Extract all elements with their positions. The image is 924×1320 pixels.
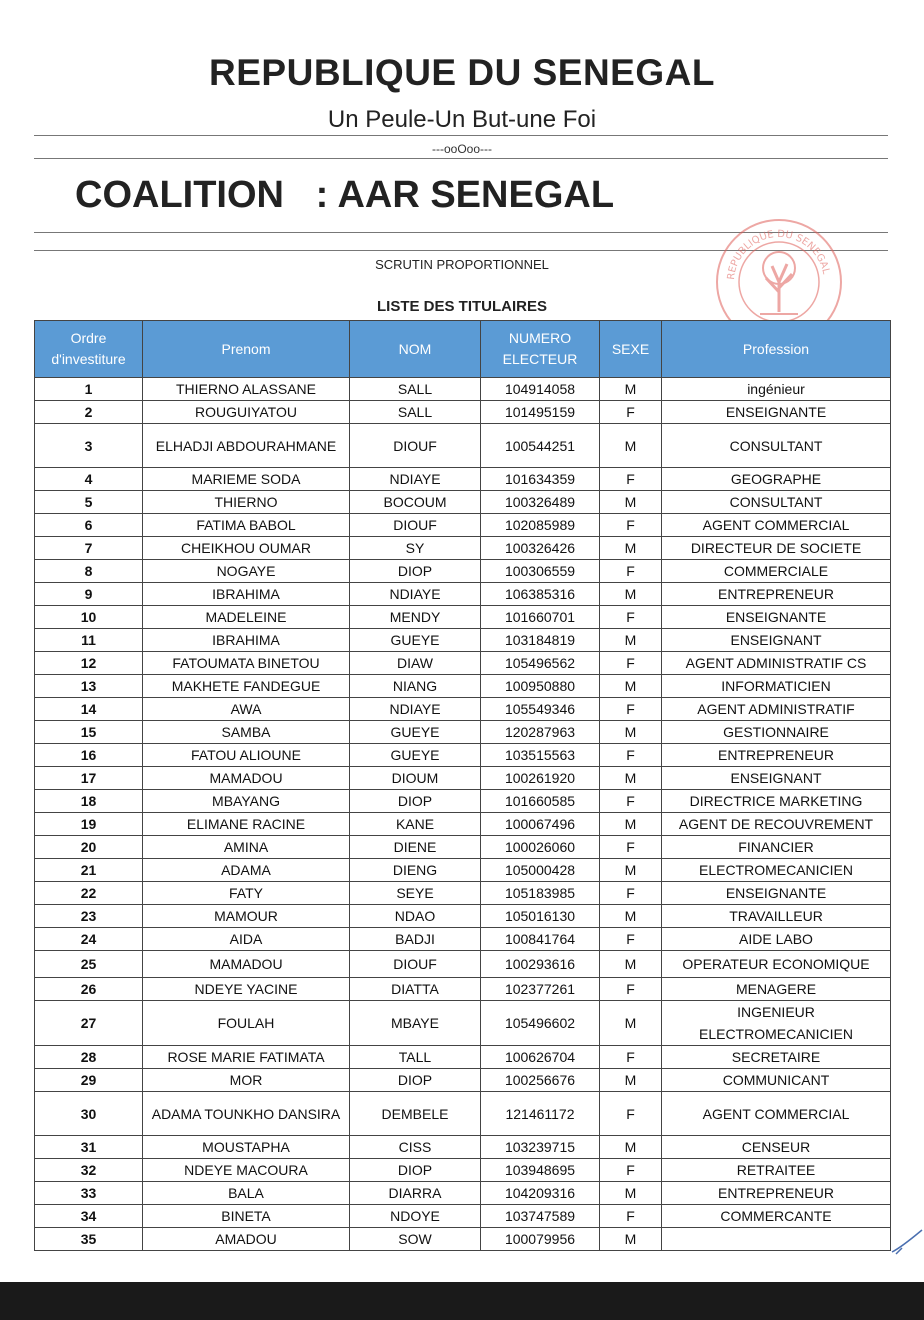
- cell-nom: BADJI: [350, 928, 481, 951]
- cell-profession: CONSULTANT: [662, 424, 891, 468]
- cell-numero: 105496562: [481, 652, 600, 675]
- cell-profession: ENTREPRENEUR: [662, 744, 891, 767]
- cell-numero: 105183985: [481, 882, 600, 905]
- table-row: [35, 629, 891, 652]
- cell-ordre: 22: [35, 882, 143, 905]
- table-header-row: [35, 321, 891, 378]
- cell-ordre: 1: [35, 378, 143, 401]
- cell-prenom: ELIMANE RACINE: [143, 813, 350, 836]
- cell-profession: ENSEIGNANTE: [662, 606, 891, 629]
- cell-prenom: NOGAYE: [143, 560, 350, 583]
- signature-mark-icon: [888, 1218, 924, 1258]
- cell-sexe: M: [600, 583, 662, 606]
- cell-numero: 101634359: [481, 468, 600, 491]
- table-row: [35, 424, 891, 468]
- cell-sexe: F: [600, 790, 662, 813]
- cell-nom: SY: [350, 537, 481, 560]
- cell-nom: DEMBELE: [350, 1092, 481, 1136]
- table-row: [35, 1001, 891, 1046]
- cell-ordre: 21: [35, 859, 143, 882]
- cell-sexe: F: [600, 698, 662, 721]
- cell-ordre: 31: [35, 1136, 143, 1159]
- table-row: [35, 978, 891, 1001]
- cell-sexe: M: [600, 1136, 662, 1159]
- cell-numero: 105016130: [481, 905, 600, 928]
- cell-nom: DIOP: [350, 1069, 481, 1092]
- cell-numero: 100544251: [481, 424, 600, 468]
- cell-ordre: 2: [35, 401, 143, 424]
- cell-numero: 100326489: [481, 491, 600, 514]
- cell-numero: 102085989: [481, 514, 600, 537]
- cell-nom: DIENE: [350, 836, 481, 859]
- cell-numero: 120287963: [481, 721, 600, 744]
- cell-ordre: 25: [35, 951, 143, 978]
- table-row: [35, 767, 891, 790]
- column-header-nom: NOM: [350, 321, 481, 378]
- cell-sexe: M: [600, 424, 662, 468]
- cell-prenom: MAMOUR: [143, 905, 350, 928]
- cell-sexe: F: [600, 744, 662, 767]
- cell-prenom: AMINA: [143, 836, 350, 859]
- cell-ordre: 18: [35, 790, 143, 813]
- table-row: [35, 537, 891, 560]
- cell-nom: NDIAYE: [350, 468, 481, 491]
- table-row: [35, 813, 891, 836]
- cell-prenom: MOR: [143, 1069, 350, 1092]
- cell-prenom: FATOU ALIOUNE: [143, 744, 350, 767]
- cell-numero: 101660701: [481, 606, 600, 629]
- column-header-ordre: Ordre d'investiture: [35, 321, 143, 378]
- cell-sexe: M: [600, 675, 662, 698]
- table-row: [35, 514, 891, 537]
- stamp-label: REPUBLIQUE DU SENEGAL: [725, 228, 832, 281]
- cell-sexe: F: [600, 882, 662, 905]
- cell-ordre: 28: [35, 1046, 143, 1069]
- cell-nom: MENDY: [350, 606, 481, 629]
- cell-numero: 105496602: [481, 1001, 600, 1046]
- cell-nom: GUEYE: [350, 721, 481, 744]
- cell-nom: DIAW: [350, 652, 481, 675]
- cell-nom: GUEYE: [350, 629, 481, 652]
- cell-sexe: F: [600, 928, 662, 951]
- table-row: [35, 698, 891, 721]
- cell-nom: TALL: [350, 1046, 481, 1069]
- cell-profession: OPERATEUR ECONOMIQUE: [662, 951, 891, 978]
- cell-profession: INFORMATICIEN: [662, 675, 891, 698]
- cell-nom: GUEYE: [350, 744, 481, 767]
- cell-nom: NDIAYE: [350, 583, 481, 606]
- cell-ordre: 26: [35, 978, 143, 1001]
- cell-prenom: THIERNO ALASSANE: [143, 378, 350, 401]
- cell-sexe: F: [600, 560, 662, 583]
- cell-nom: DIARRA: [350, 1182, 481, 1205]
- cell-prenom: MOUSTAPHA: [143, 1136, 350, 1159]
- cell-ordre: 3: [35, 424, 143, 468]
- cell-profession: [662, 1228, 891, 1251]
- cell-numero: 100626704: [481, 1046, 600, 1069]
- cell-prenom: ROUGUIYATOU: [143, 401, 350, 424]
- cell-sexe: F: [600, 606, 662, 629]
- cell-sexe: F: [600, 1092, 662, 1136]
- cell-numero: 103948695: [481, 1159, 600, 1182]
- cell-numero: 100950880: [481, 675, 600, 698]
- cell-prenom: FATOUMATA BINETOU: [143, 652, 350, 675]
- cell-sexe: M: [600, 629, 662, 652]
- cell-ordre: 19: [35, 813, 143, 836]
- cell-ordre: 32: [35, 1159, 143, 1182]
- cell-profession: COMMUNICANT: [662, 1069, 891, 1092]
- cell-profession: AGENT ADMINISTRATIF: [662, 698, 891, 721]
- cell-prenom: MBAYANG: [143, 790, 350, 813]
- cell-prenom: ELHADJI ABDOURAHMANE: [143, 424, 350, 468]
- cell-sexe: M: [600, 378, 662, 401]
- cell-numero: 104914058: [481, 378, 600, 401]
- cell-profession: AGENT ADMINISTRATIF CS: [662, 652, 891, 675]
- table-row: [35, 1182, 891, 1205]
- cell-sexe: F: [600, 652, 662, 675]
- table-row: [35, 1228, 891, 1251]
- cell-profession: ENSEIGNANT: [662, 629, 891, 652]
- cell-nom: NIANG: [350, 675, 481, 698]
- column-header-numero: NUMERO ELECTEUR: [481, 321, 600, 378]
- cell-ordre: 7: [35, 537, 143, 560]
- cell-nom: MBAYE: [350, 1001, 481, 1046]
- cell-prenom: MAMADOU: [143, 951, 350, 978]
- cell-profession: AGENT DE RECOUVREMENT: [662, 813, 891, 836]
- cell-profession: MENAGERE: [662, 978, 891, 1001]
- table-row: [35, 721, 891, 744]
- table-row: [35, 468, 891, 491]
- cell-nom: NDAO: [350, 905, 481, 928]
- cell-ordre: 15: [35, 721, 143, 744]
- cell-nom: NDOYE: [350, 1205, 481, 1228]
- divider-line: [34, 135, 888, 136]
- table-row: [35, 1046, 891, 1069]
- cell-numero: 103184819: [481, 629, 600, 652]
- cell-nom: DIOP: [350, 1159, 481, 1182]
- cell-prenom: CHEIKHOU OUMAR: [143, 537, 350, 560]
- cell-numero: 100256676: [481, 1069, 600, 1092]
- cell-sexe: F: [600, 1046, 662, 1069]
- cell-numero: 101495159: [481, 401, 600, 424]
- national-motto: Un Peule-Un But-une Foi: [327, 106, 597, 133]
- cell-ordre: 9: [35, 583, 143, 606]
- coalition-name: COALITION : AAR SENEGAL: [75, 174, 615, 216]
- table-row: [35, 859, 891, 882]
- table-row: [35, 882, 891, 905]
- cell-nom: DIOUF: [350, 424, 481, 468]
- country-title: REPUBLIQUE DU SENEGAL: [209, 52, 715, 93]
- table-row: [35, 836, 891, 859]
- cell-numero: 103747589: [481, 1205, 600, 1228]
- table-row: [35, 583, 891, 606]
- ornament-separator: ---ooOoo---: [431, 142, 492, 156]
- cell-sexe: F: [600, 468, 662, 491]
- cell-ordre: 20: [35, 836, 143, 859]
- cell-prenom: AIDA: [143, 928, 350, 951]
- cell-sexe: M: [600, 767, 662, 790]
- table-row: [35, 744, 891, 767]
- cell-prenom: BINETA: [143, 1205, 350, 1228]
- column-header-profession: Profession: [662, 321, 891, 378]
- cell-profession: GESTIONNAIRE: [662, 721, 891, 744]
- cell-nom: SOW: [350, 1228, 481, 1251]
- cell-prenom: THIERNO: [143, 491, 350, 514]
- cell-prenom: NDEYE YACINE: [143, 978, 350, 1001]
- table-row: [35, 951, 891, 978]
- cell-ordre: 29: [35, 1069, 143, 1092]
- cell-prenom: FOULAH: [143, 1001, 350, 1046]
- table-row: [35, 1136, 891, 1159]
- cell-nom: DIOUF: [350, 514, 481, 537]
- cell-numero: 103239715: [481, 1136, 600, 1159]
- cell-profession: FINANCIER: [662, 836, 891, 859]
- cell-numero: 100067496: [481, 813, 600, 836]
- cell-prenom: FATIMA BABOL: [143, 514, 350, 537]
- cell-profession: ENTREPRENEUR: [662, 1182, 891, 1205]
- cell-profession: DIRECTEUR DE SOCIETE: [662, 537, 891, 560]
- cell-prenom: ADAMA: [143, 859, 350, 882]
- cell-prenom: ROSE MARIE FATIMATA: [143, 1046, 350, 1069]
- cell-profession: SECRETAIRE: [662, 1046, 891, 1069]
- cell-prenom: MADELEINE: [143, 606, 350, 629]
- column-header-sexe: SEXE: [600, 321, 662, 378]
- cell-numero: 104209316: [481, 1182, 600, 1205]
- cell-ordre: 27: [35, 1001, 143, 1046]
- divider-line: [34, 158, 888, 159]
- cell-prenom: ADAMA TOUNKHO DANSIRA: [143, 1092, 350, 1136]
- cell-sexe: M: [600, 1182, 662, 1205]
- cell-ordre: 14: [35, 698, 143, 721]
- cell-profession: GEOGRAPHE: [662, 468, 891, 491]
- cell-sexe: M: [600, 537, 662, 560]
- cell-profession: AIDE LABO: [662, 928, 891, 951]
- cell-ordre: 13: [35, 675, 143, 698]
- cell-numero: 101660585: [481, 790, 600, 813]
- cell-nom: DIATTA: [350, 978, 481, 1001]
- cell-ordre: 30: [35, 1092, 143, 1136]
- cell-profession: ingénieur: [662, 378, 891, 401]
- cell-profession: ENSEIGNANTE: [662, 401, 891, 424]
- table-row: [35, 675, 891, 698]
- cell-prenom: MAMADOU: [143, 767, 350, 790]
- cell-prenom: IBRAHIMA: [143, 583, 350, 606]
- cell-numero: 106385316: [481, 583, 600, 606]
- cell-prenom: AWA: [143, 698, 350, 721]
- cell-numero: 100306559: [481, 560, 600, 583]
- cell-nom: NDIAYE: [350, 698, 481, 721]
- cell-prenom: NDEYE MACOURA: [143, 1159, 350, 1182]
- cell-numero: 100026060: [481, 836, 600, 859]
- cell-ordre: 8: [35, 560, 143, 583]
- cell-profession: COMMERCIALE: [662, 560, 891, 583]
- cell-profession: CENSEUR: [662, 1136, 891, 1159]
- cell-profession: ENTREPRENEUR: [662, 583, 891, 606]
- cell-ordre: 33: [35, 1182, 143, 1205]
- cell-sexe: M: [600, 905, 662, 928]
- table-row: [35, 401, 891, 424]
- cell-prenom: MARIEME SODA: [143, 468, 350, 491]
- cell-sexe: F: [600, 1205, 662, 1228]
- table-row: [35, 491, 891, 514]
- cell-nom: DIOP: [350, 790, 481, 813]
- cell-nom: DIOUF: [350, 951, 481, 978]
- cell-nom: SEYE: [350, 882, 481, 905]
- cell-ordre: 35: [35, 1228, 143, 1251]
- cell-sexe: M: [600, 1001, 662, 1046]
- table-row: [35, 1159, 891, 1182]
- cell-numero: 100293616: [481, 951, 600, 978]
- cell-numero: 105000428: [481, 859, 600, 882]
- cell-prenom: SAMBA: [143, 721, 350, 744]
- cell-prenom: IBRAHIMA: [143, 629, 350, 652]
- scrutin-type: SCRUTIN PROPORTIONNEL: [375, 257, 549, 272]
- table-row: [35, 560, 891, 583]
- cell-numero: 102377261: [481, 978, 600, 1001]
- cell-ordre: 24: [35, 928, 143, 951]
- table-row: [35, 652, 891, 675]
- table-row: [35, 606, 891, 629]
- cell-ordre: 6: [35, 514, 143, 537]
- cell-numero: 100841764: [481, 928, 600, 951]
- cell-sexe: F: [600, 978, 662, 1001]
- cell-profession: ENSEIGNANTE: [662, 882, 891, 905]
- cell-sexe: F: [600, 836, 662, 859]
- table-row: [35, 1092, 891, 1136]
- cell-nom: KANE: [350, 813, 481, 836]
- cell-sexe: F: [600, 401, 662, 424]
- table-row: [35, 905, 891, 928]
- table-row: [35, 1069, 891, 1092]
- table-row: [35, 1205, 891, 1228]
- cell-profession: DIRECTRICE MARKETING: [662, 790, 891, 813]
- cell-ordre: 10: [35, 606, 143, 629]
- cell-nom: SALL: [350, 401, 481, 424]
- cell-ordre: 11: [35, 629, 143, 652]
- cell-numero: 105549346: [481, 698, 600, 721]
- cell-sexe: M: [600, 951, 662, 978]
- cell-profession: AGENT COMMERCIAL: [662, 514, 891, 537]
- cell-sexe: M: [600, 1069, 662, 1092]
- cell-sexe: F: [600, 1159, 662, 1182]
- cell-prenom: FATY: [143, 882, 350, 905]
- cell-numero: 103515563: [481, 744, 600, 767]
- cell-sexe: M: [600, 491, 662, 514]
- cell-profession: ENSEIGNANT: [662, 767, 891, 790]
- cell-sexe: M: [600, 813, 662, 836]
- cell-profession: AGENT COMMERCIAL: [662, 1092, 891, 1136]
- cell-sexe: M: [600, 859, 662, 882]
- cell-nom: DIOP: [350, 560, 481, 583]
- column-header-prenom: Prenom: [143, 321, 350, 378]
- cell-prenom: MAKHETE FANDEGUE: [143, 675, 350, 698]
- cell-ordre: 4: [35, 468, 143, 491]
- cell-numero: 100261920: [481, 767, 600, 790]
- cell-nom: BOCOUM: [350, 491, 481, 514]
- cell-prenom: AMADOU: [143, 1228, 350, 1251]
- cell-ordre: 12: [35, 652, 143, 675]
- cell-profession: CONSULTANT: [662, 491, 891, 514]
- candidates-table: [34, 320, 891, 1251]
- table-row: [35, 928, 891, 951]
- cell-profession: TRAVAILLEUR: [662, 905, 891, 928]
- list-title: LISTE DES TITULAIRES: [376, 298, 547, 315]
- cell-ordre: 34: [35, 1205, 143, 1228]
- cell-nom: DIENG: [350, 859, 481, 882]
- table-row: [35, 378, 891, 401]
- cell-profession: ELECTROMECANICIEN: [662, 859, 891, 882]
- cell-ordre: 5: [35, 491, 143, 514]
- cell-numero: 121461172: [481, 1092, 600, 1136]
- cell-sexe: M: [600, 1228, 662, 1251]
- cell-nom: CISS: [350, 1136, 481, 1159]
- cell-profession: RETRAITEE: [662, 1159, 891, 1182]
- cell-profession: COMMERCANTE: [662, 1205, 891, 1228]
- cell-sexe: M: [600, 721, 662, 744]
- cell-nom: SALL: [350, 378, 481, 401]
- cell-numero: 100326426: [481, 537, 600, 560]
- cell-sexe: F: [600, 514, 662, 537]
- table-row: [35, 790, 891, 813]
- cell-ordre: 17: [35, 767, 143, 790]
- cell-prenom: BALA: [143, 1182, 350, 1205]
- cell-ordre: 16: [35, 744, 143, 767]
- cell-ordre: 23: [35, 905, 143, 928]
- cell-numero: 100079956: [481, 1228, 600, 1251]
- cell-profession: INGENIEUR ELECTROMECANICIEN: [662, 1001, 891, 1046]
- cell-nom: DIOUM: [350, 767, 481, 790]
